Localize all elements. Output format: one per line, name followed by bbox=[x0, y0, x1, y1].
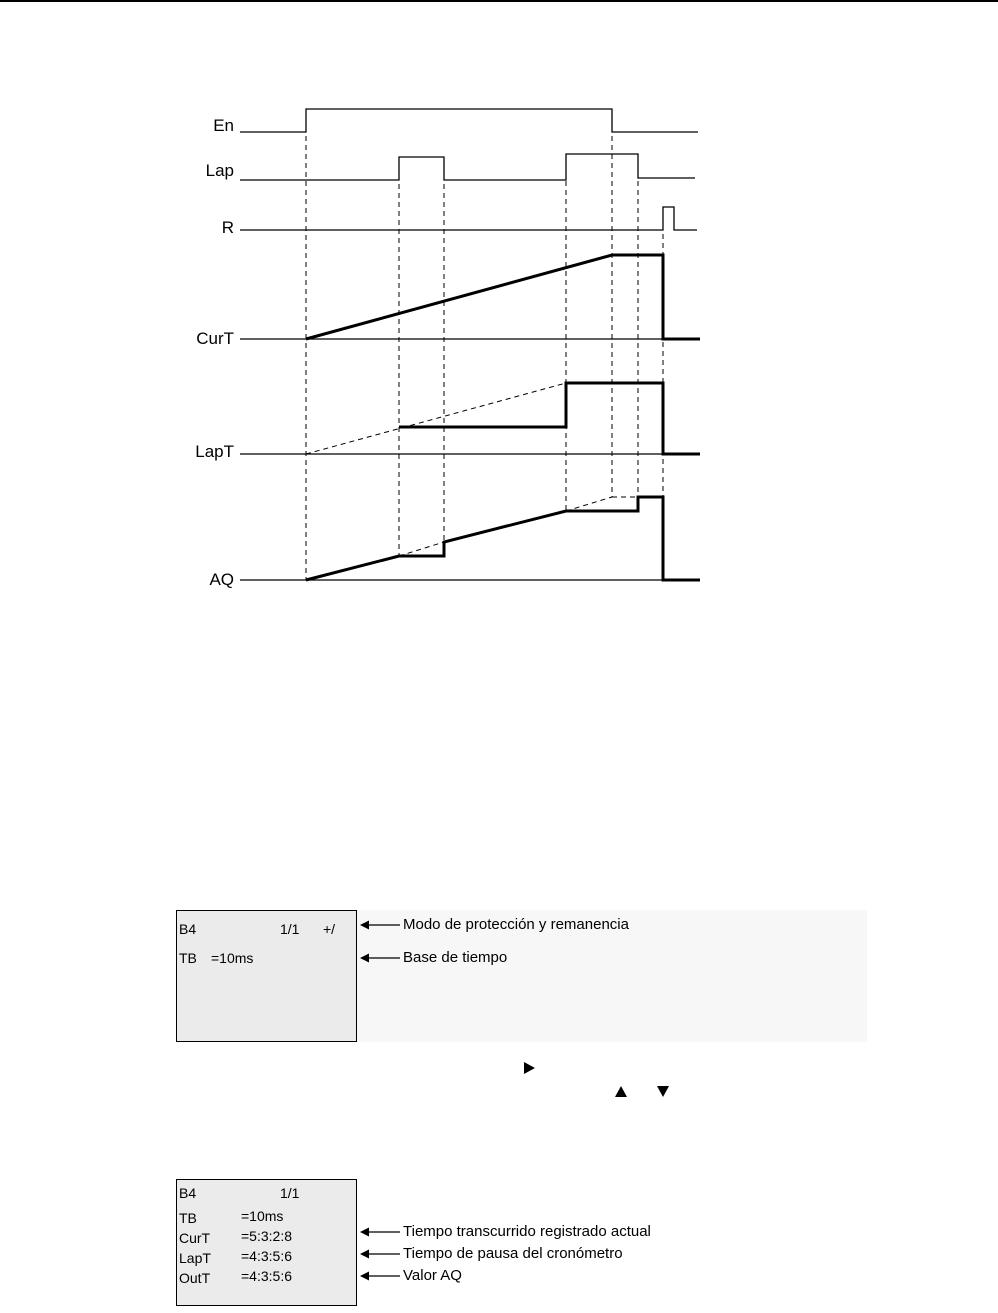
arrow-left-icon bbox=[360, 952, 400, 964]
annotation-protection-text: Modo de protección y remanencia bbox=[403, 916, 629, 933]
aq-hold-trace-2 bbox=[566, 497, 612, 511]
arrow-left-icon bbox=[360, 1226, 400, 1238]
digital-signals bbox=[240, 109, 698, 230]
right-arrow-key-icon bbox=[523, 1061, 536, 1075]
display-1-tb-value: =10ms bbox=[211, 950, 254, 966]
signal-r bbox=[240, 207, 697, 230]
arrow-left-icon bbox=[360, 1270, 400, 1282]
baselines bbox=[240, 339, 663, 580]
display-2-block: B4 bbox=[179, 1185, 197, 1201]
parameter-display-2 bbox=[176, 1179, 357, 1306]
signal-label-aq: AQ bbox=[209, 570, 234, 589]
signal-label-r: R bbox=[221, 218, 234, 237]
annotation-timebase-text: Base de tiempo bbox=[403, 949, 508, 966]
display-2-row-value: =5:3:2:8 bbox=[241, 1228, 292, 1244]
signal-label-lapt: LapT bbox=[195, 442, 234, 461]
display-2-row-label: TB bbox=[179, 1210, 197, 1226]
arrow-left-icon bbox=[360, 919, 400, 931]
annotation-lapt-text: Tiempo de pausa del cronómetro bbox=[403, 1245, 623, 1262]
signal-label-en: En bbox=[213, 116, 234, 135]
up-arrow-key-icon bbox=[614, 1085, 628, 1098]
down-arrow-key-icon bbox=[656, 1085, 670, 1098]
parameter-display-1 bbox=[176, 910, 357, 1042]
aq-hold-trace-1 bbox=[399, 542, 444, 556]
trace-aq bbox=[306, 497, 700, 580]
trace-curt bbox=[306, 255, 700, 339]
annotation-curt-text: Tiempo transcurrido registrado actual bbox=[403, 1223, 651, 1240]
signal-lap bbox=[240, 154, 695, 180]
display-2-row-label: CurT bbox=[179, 1230, 211, 1246]
display-2-page: 1/1 bbox=[280, 1185, 300, 1201]
display-1-page: 1/1 bbox=[280, 921, 300, 937]
display-2-row-value: =10ms bbox=[241, 1208, 284, 1224]
signal-label-curt: CurT bbox=[196, 329, 234, 348]
display-2-row-value: =4:3:5:6 bbox=[241, 1248, 292, 1264]
display-2-row-value: =4:3:5:6 bbox=[241, 1268, 292, 1284]
arrow-left-icon bbox=[360, 1248, 400, 1260]
analog-traces bbox=[306, 255, 700, 580]
helper-lines bbox=[306, 383, 638, 556]
signal-label-lap: Lap bbox=[205, 161, 234, 180]
signal-en bbox=[240, 109, 698, 132]
lapt-running-trace bbox=[306, 383, 566, 454]
display-1-tb-label: TB bbox=[179, 950, 197, 966]
display-1-block: B4 bbox=[179, 921, 197, 937]
timing-diagram bbox=[0, 0, 998, 640]
display-1-flags: +/ bbox=[323, 921, 336, 937]
display-2-row-label: LapT bbox=[179, 1250, 211, 1266]
annotation-aq-text: Valor AQ bbox=[403, 1267, 462, 1284]
display-2-row-label: OutT bbox=[179, 1270, 211, 1286]
